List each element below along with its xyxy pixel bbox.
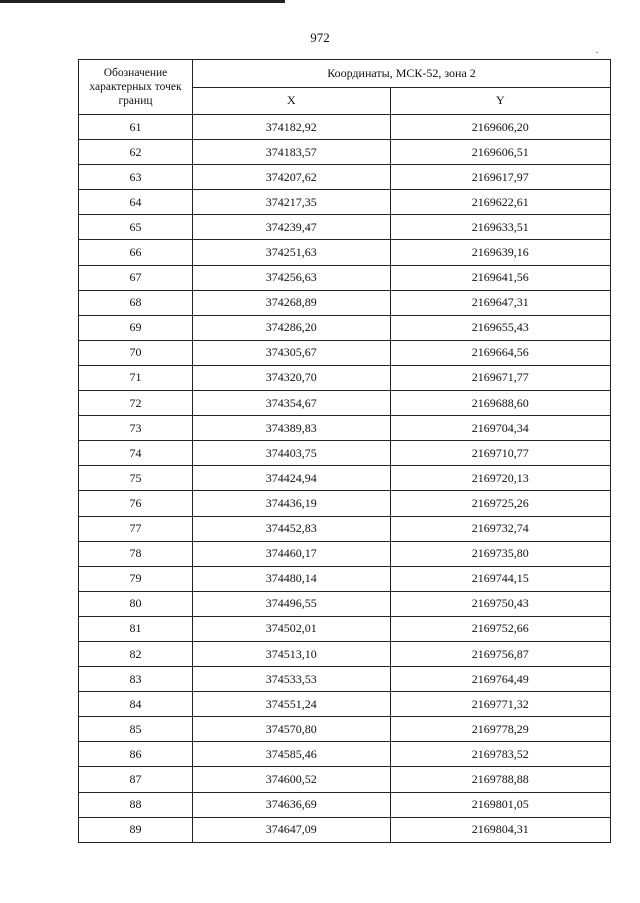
y-cell: 2169720,13 <box>390 466 610 491</box>
x-cell: 374513,10 <box>193 641 391 666</box>
x-cell: 374320,70 <box>193 365 391 390</box>
y-cell: 2169783,52 <box>390 742 610 767</box>
x-cell: 374251,63 <box>193 240 391 265</box>
y-cell: 2169732,74 <box>390 516 610 541</box>
point-cell: 87 <box>79 767 193 792</box>
y-cell: 2169617,97 <box>390 165 610 190</box>
point-cell: 70 <box>79 340 193 365</box>
y-cell: 2169655,43 <box>390 315 610 340</box>
point-cell: 77 <box>79 516 193 541</box>
x-cell: 374403,75 <box>193 441 391 466</box>
point-cell: 71 <box>79 365 193 390</box>
y-cell: 2169688,60 <box>390 391 610 416</box>
table-row <box>79 516 611 541</box>
x-cell: 374424,94 <box>193 466 391 491</box>
point-cell: 61 <box>79 115 193 140</box>
x-cell: 374460,17 <box>193 541 391 566</box>
y-cell: 2169752,66 <box>390 616 610 641</box>
table-row <box>79 717 611 742</box>
point-cell: 81 <box>79 616 193 641</box>
header-designation: Обозначение характерных точек границ <box>79 60 193 115</box>
point-cell: 68 <box>79 290 193 315</box>
point-cell: 74 <box>79 441 193 466</box>
point-cell: 63 <box>79 165 193 190</box>
x-cell: 374305,67 <box>193 340 391 365</box>
y-cell: 2169639,16 <box>390 240 610 265</box>
x-cell: 374182,92 <box>193 115 391 140</box>
point-cell: 78 <box>79 541 193 566</box>
table-row <box>79 416 611 441</box>
table-row <box>79 641 611 666</box>
point-cell: 80 <box>79 591 193 616</box>
y-cell: 2169804,31 <box>390 817 610 842</box>
x-cell: 374389,83 <box>193 416 391 441</box>
x-cell: 374570,80 <box>193 717 391 742</box>
table-row <box>79 140 611 165</box>
point-cell: 83 <box>79 667 193 692</box>
page-number: 972 <box>310 30 330 45</box>
x-cell: 374533,53 <box>193 667 391 692</box>
x-cell: 374256,63 <box>193 265 391 290</box>
table-row <box>79 290 611 315</box>
x-cell: 374636,69 <box>193 792 391 817</box>
table-row <box>79 315 611 340</box>
table-row <box>79 667 611 692</box>
point-cell: 65 <box>79 215 193 240</box>
table-header <box>79 60 611 115</box>
table-row <box>79 115 611 140</box>
x-cell: 374207,62 <box>193 165 391 190</box>
x-cell: 374452,83 <box>193 516 391 541</box>
y-cell: 2169622,61 <box>390 190 610 215</box>
x-cell: 374502,01 <box>193 616 391 641</box>
y-cell: 2169788,88 <box>390 767 610 792</box>
table-row <box>79 491 611 516</box>
y-cell: 2169756,87 <box>390 641 610 666</box>
y-cell: 2169647,31 <box>390 290 610 315</box>
table-row <box>79 441 611 466</box>
table-row <box>79 817 611 842</box>
table-row <box>79 165 611 190</box>
y-cell: 2169633,51 <box>390 215 610 240</box>
y-cell: 2169606,51 <box>390 140 610 165</box>
x-cell: 374647,09 <box>193 817 391 842</box>
table-row <box>79 240 611 265</box>
point-cell: 75 <box>79 466 193 491</box>
coordinates-table <box>78 59 611 843</box>
point-cell: 69 <box>79 315 193 340</box>
y-cell: 2169710,77 <box>390 441 610 466</box>
table-row <box>79 792 611 817</box>
point-cell: 86 <box>79 742 193 767</box>
y-cell: 2169744,15 <box>390 566 610 591</box>
y-cell: 2169704,34 <box>390 416 610 441</box>
x-cell: 374286,20 <box>193 315 391 340</box>
y-cell: 2169778,29 <box>390 717 610 742</box>
scan-edge-mark <box>0 0 285 3</box>
point-cell: 79 <box>79 566 193 591</box>
x-cell: 374585,46 <box>193 742 391 767</box>
x-cell: 374436,19 <box>193 491 391 516</box>
point-cell: 67 <box>79 265 193 290</box>
table-row <box>79 365 611 390</box>
point-cell: 89 <box>79 817 193 842</box>
point-cell: 76 <box>79 491 193 516</box>
y-cell: 2169801,05 <box>390 792 610 817</box>
table-row <box>79 541 611 566</box>
y-cell: 2169764,49 <box>390 667 610 692</box>
point-cell: 88 <box>79 792 193 817</box>
header-x: X <box>193 87 391 115</box>
table-row <box>79 391 611 416</box>
point-cell: 82 <box>79 641 193 666</box>
y-cell: 2169671,77 <box>390 365 610 390</box>
scan-speck <box>596 52 598 53</box>
table-row <box>79 742 611 767</box>
x-cell: 374239,47 <box>193 215 391 240</box>
point-cell: 66 <box>79 240 193 265</box>
table-row <box>79 692 611 717</box>
y-cell: 2169771,32 <box>390 692 610 717</box>
y-cell: 2169606,20 <box>390 115 610 140</box>
x-cell: 374551,24 <box>193 692 391 717</box>
table-row <box>79 591 611 616</box>
table-row <box>79 215 611 240</box>
x-cell: 374600,52 <box>193 767 391 792</box>
table-row <box>79 340 611 365</box>
x-cell: 374496,55 <box>193 591 391 616</box>
header-coordinates-group: Координаты, МСК-52, зона 2 <box>193 60 611 88</box>
table-row <box>79 767 611 792</box>
header-y: Y <box>390 87 610 115</box>
y-cell: 2169664,56 <box>390 340 610 365</box>
y-cell: 2169750,43 <box>390 591 610 616</box>
table-row <box>79 566 611 591</box>
x-cell: 374268,89 <box>193 290 391 315</box>
x-cell: 374480,14 <box>193 566 391 591</box>
x-cell: 374217,35 <box>193 190 391 215</box>
point-cell: 72 <box>79 391 193 416</box>
table-row <box>79 616 611 641</box>
table-row <box>79 466 611 491</box>
y-cell: 2169641,56 <box>390 265 610 290</box>
x-cell: 374183,57 <box>193 140 391 165</box>
table-body <box>79 115 611 843</box>
table-row <box>79 265 611 290</box>
point-cell: 73 <box>79 416 193 441</box>
point-cell: 64 <box>79 190 193 215</box>
x-cell: 374354,67 <box>193 391 391 416</box>
point-cell: 62 <box>79 140 193 165</box>
point-cell: 85 <box>79 717 193 742</box>
y-cell: 2169725,26 <box>390 491 610 516</box>
table-row <box>79 190 611 215</box>
y-cell: 2169735,80 <box>390 541 610 566</box>
point-cell: 84 <box>79 692 193 717</box>
